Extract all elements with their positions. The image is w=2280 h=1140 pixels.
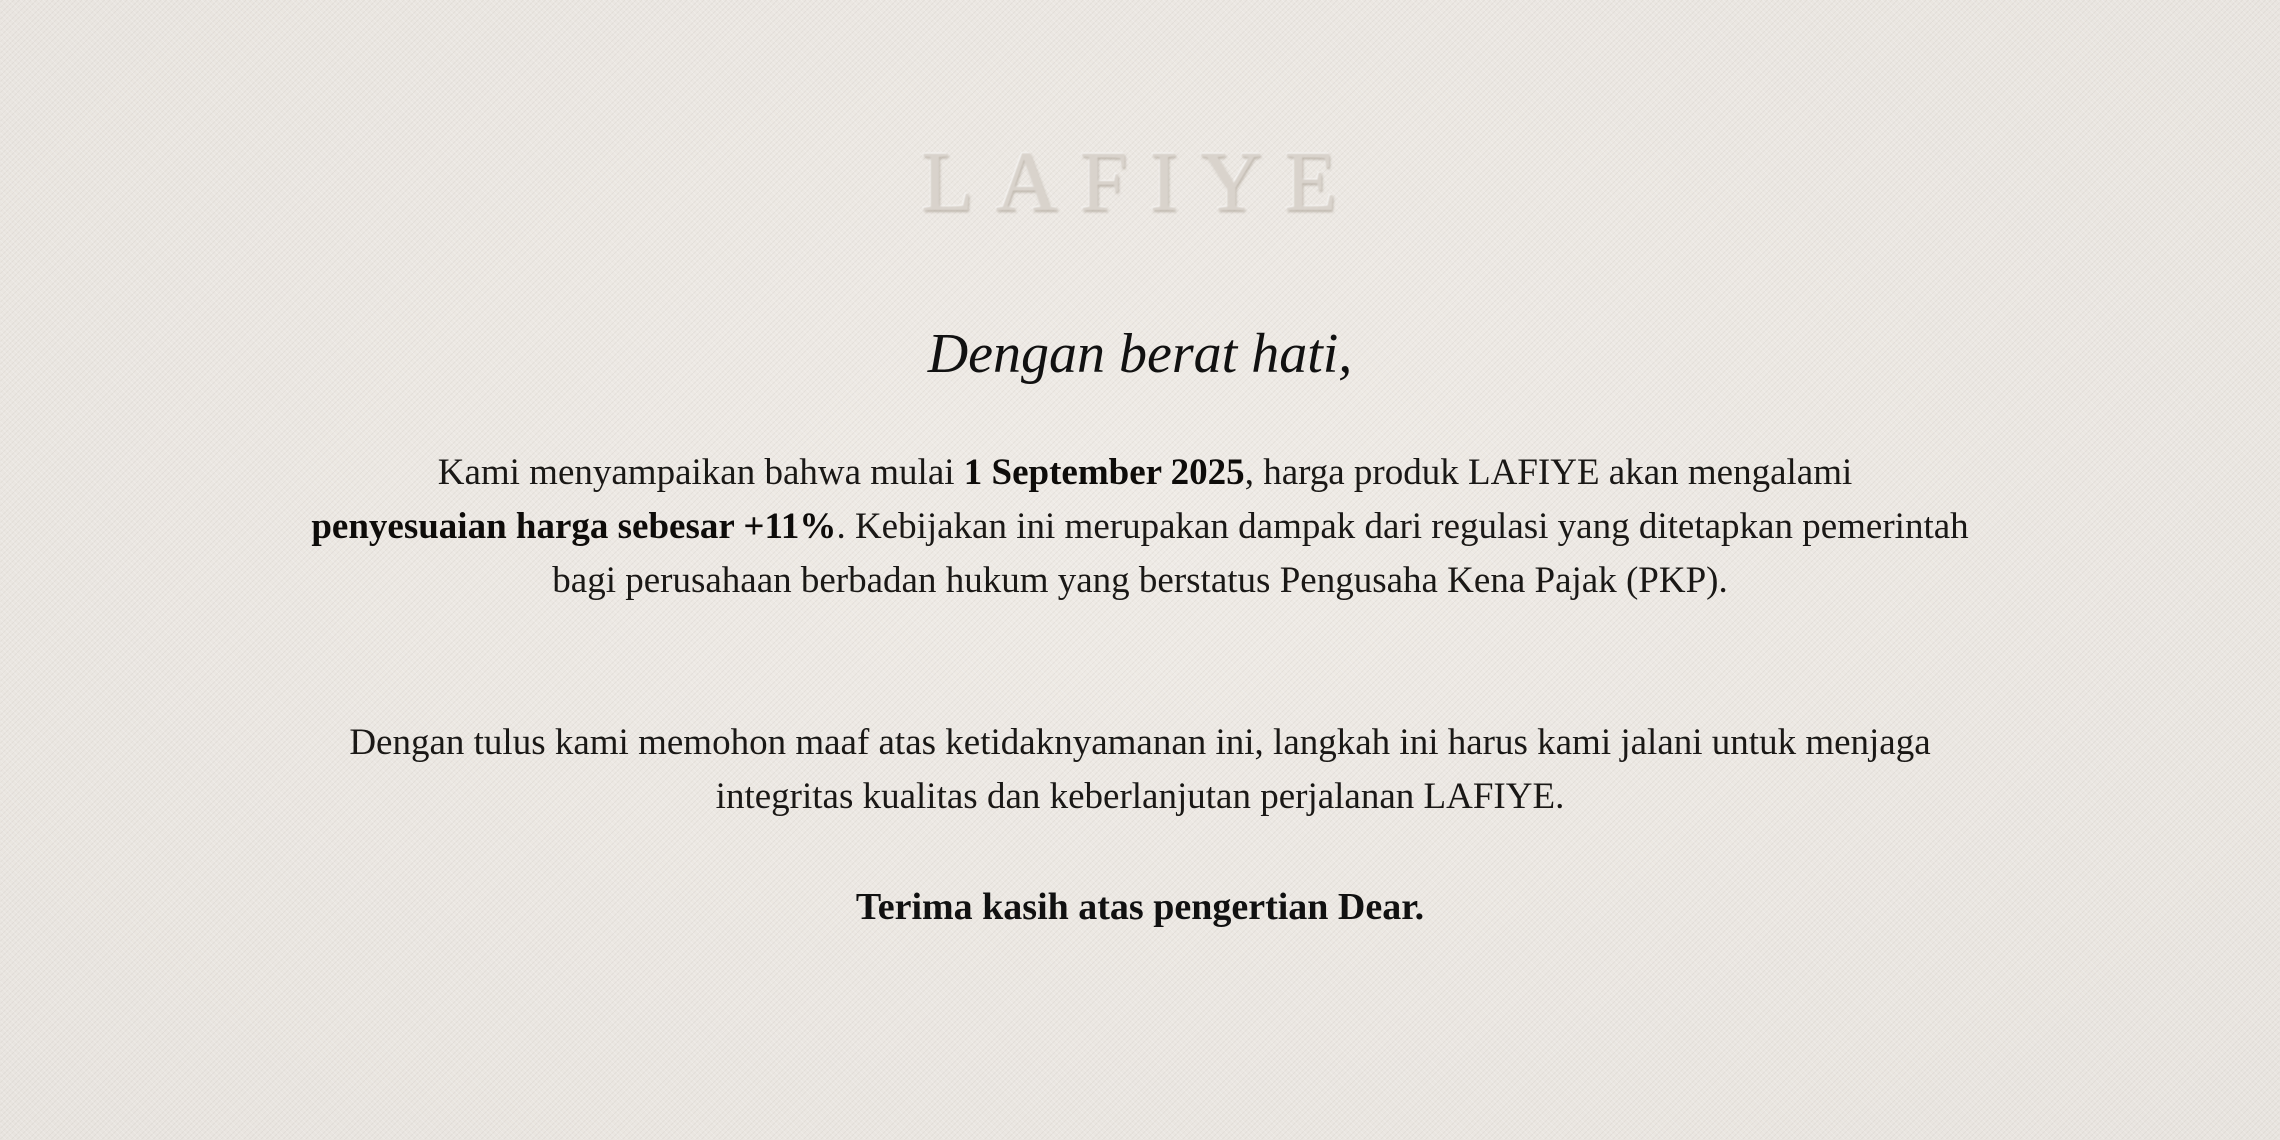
effective-date: 1 September 2025	[963, 452, 1245, 493]
price-increase-highlight: penyesuaian harga sebesar +11%	[311, 506, 837, 547]
apology-paragraph	[200, 716, 2080, 824]
paragraph1-line2	[200, 500, 2080, 554]
paragraph2-line2: integritas kualitas dan keberlanjutan perjalanan LAFIYE.	[715, 776, 1565, 817]
paragraph1-text: . Kebijakan ini merupakan dampak dari regulasi yang ditetapkan pemerintah	[836, 506, 1969, 547]
greeting-heading: Dengan berat hati,	[927, 323, 1353, 385]
price-adjustment-paragraph	[200, 446, 2080, 608]
paragraph2-line1: Dengan tulus kami memohon maaf atas ketidaknyamanan ini, langkah ini harus kami jalani untuk menjaga	[349, 722, 1931, 763]
paragraph1-text: Kami menyampaikan bahwa mulai	[437, 452, 964, 493]
paragraph1-line1	[200, 446, 2080, 500]
brand-logo: LAFIYE	[921, 133, 1359, 229]
closing-thanks: Terima kasih atas pengertian Dear.	[855, 886, 1425, 928]
paragraph1-line3: bagi perusahaan berbadan hukum yang berstatus Pengusaha Kena Pajak (PKP).	[552, 560, 1728, 601]
paragraph1-text: , harga produk LAFIYE akan mengalami	[1244, 452, 1853, 493]
